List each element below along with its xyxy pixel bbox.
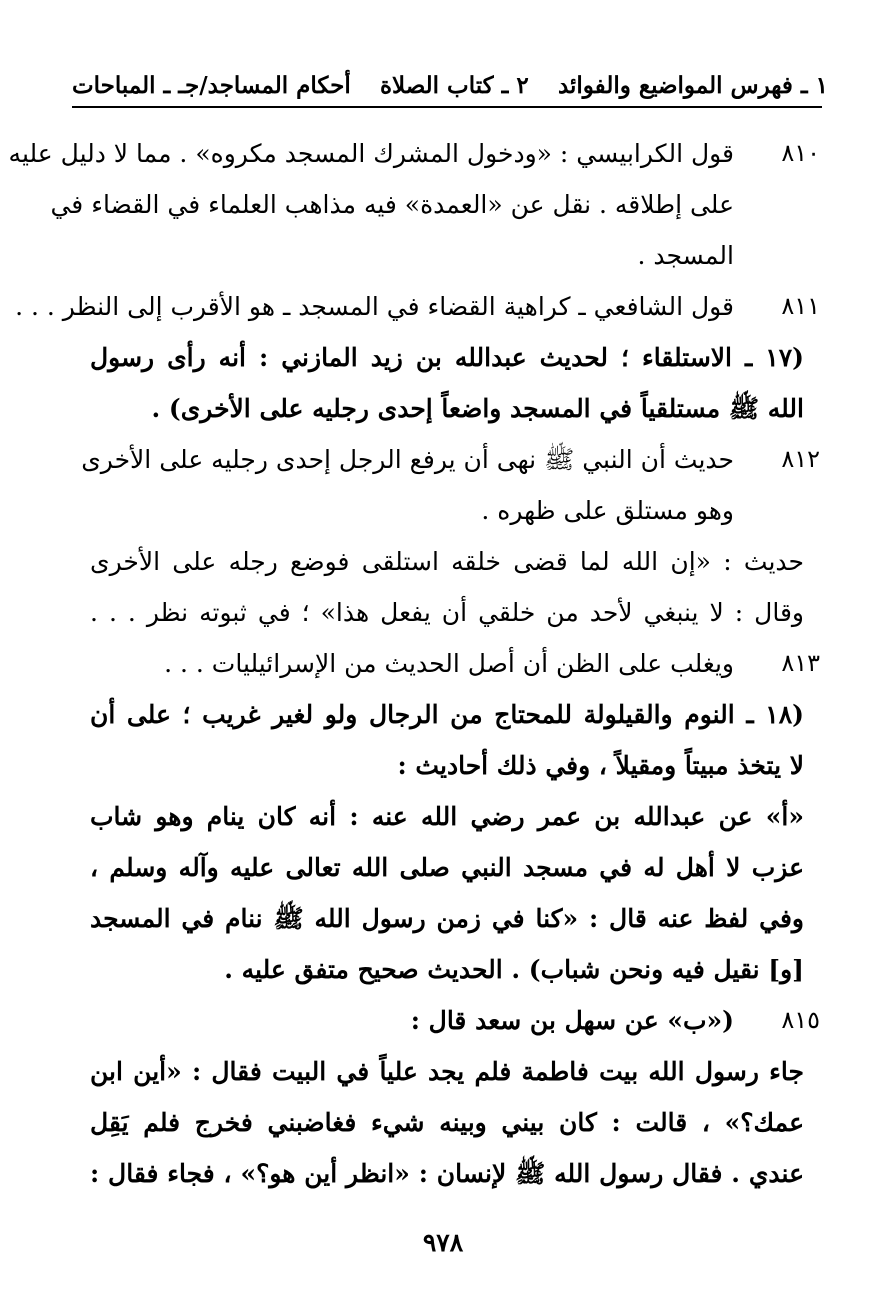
- line-text: وفي لفظ عنه قال : «كنا في زمن رسول الله ﷺ ننام في المسجد: [90, 904, 804, 933]
- line-text: جاء رسول الله بيت فاطمة فلم يجد علياً في البيت فقال : «أين ابن: [90, 1057, 804, 1086]
- page-number: ٩٧٨: [422, 1228, 464, 1257]
- text-line: [90, 893, 804, 944]
- text-line: [81, 434, 820, 485]
- header-chapter-title: أحكام المساجد/جـ ـ المباحات: [72, 71, 351, 99]
- text-line: [90, 1148, 804, 1199]
- line-text: (١٨ ـ النوم والقيلولة للمحتاج من الرجال ولو لغير غريب ؛ على أن: [90, 700, 804, 729]
- text-line: [8, 128, 820, 179]
- header-book-title: ٢ ـ كتاب الصلاة: [379, 71, 529, 99]
- line-text: «أ» عن عبدالله بن عمر رضي الله عنه : أنه كان ينام وهو شاب: [90, 802, 804, 831]
- text-line: [90, 1046, 804, 1097]
- text-line: [90, 791, 804, 842]
- text-line: [90, 995, 820, 1046]
- running-header: [72, 66, 828, 104]
- line-text: الله ﷺ مستلقياً في المسجد واضعاً إحدى رجليه على الأخرى) .: [151, 394, 804, 423]
- entry-page-number: ٨١٢: [781, 445, 820, 473]
- text-line: [15, 281, 820, 332]
- header-section-title: ١ ـ فهرس المواضيع والفوائد: [557, 71, 828, 99]
- line-text: (١٧ ـ الاستلقاء ؛ لحديث عبدالله بن زيد المازني : أنه رأى رسول: [90, 343, 804, 372]
- line-text: حديث : «إن الله لما قضى خلقه استلقى فوضع رجله على الأخرى: [90, 547, 804, 576]
- text-line: [90, 944, 804, 995]
- text-line: [90, 485, 804, 536]
- line-text: المسجد .: [637, 241, 734, 270]
- text-line: [90, 230, 804, 281]
- entry-page-number: ٨١٥: [781, 1006, 820, 1034]
- line-text: حديث أن النبي ﷺ نهى أن يرفع الرجل إحدى رجليه على الأخرى: [81, 445, 734, 474]
- text-line: [90, 332, 804, 383]
- line-text: وهو مستلق على ظهره .: [481, 496, 734, 525]
- text-line: [90, 383, 804, 434]
- line-text: عزب لا أهل له في مسجد النبي صلى الله تعالى عليه وآله وسلم ،: [90, 853, 804, 882]
- text-line: [90, 1097, 804, 1148]
- text-line: [90, 536, 804, 587]
- text-line: [90, 587, 804, 638]
- line-text: قول الشافعي ـ كراهية القضاء في المسجد ـ هو الأقرب إلى النظر . . .: [15, 292, 734, 321]
- line-text: [و] نقيل فيه ونحن شباب) . الحديث صحيح متفق عليه .: [224, 955, 804, 984]
- text-line: [50, 179, 804, 230]
- entry-page-number: ٨١٣: [781, 649, 820, 677]
- entry-page-number: ٨١١: [781, 292, 820, 320]
- line-text: عندي . فقال رسول الله ﷺ لإنسان : «انظر أين هو؟» ، فجاء فقال :: [90, 1159, 804, 1188]
- page-body: [8, 128, 820, 1199]
- line-text: عمك؟» ، قالت : كان بيني وبينه شيء فغاضبني فخرج فلم يَقِل: [90, 1108, 804, 1137]
- text-line: [90, 638, 820, 689]
- line-text: («ب» عن سهل بن سعد قال :: [410, 1006, 734, 1035]
- header-divider: [72, 106, 822, 108]
- line-text: على إطلاقه . نقل عن «العمدة» فيه مذاهب العلماء في القضاء في: [50, 190, 734, 219]
- line-text: وقال : لا ينبغي لأحد من خلقي أن يفعل هذا» ؛ في ثبوته نظر . . .: [90, 598, 804, 627]
- line-text: ويغلب على الظن أن أصل الحديث من الإسرائيليات . . .: [164, 649, 734, 678]
- text-line: [90, 689, 804, 740]
- line-text: قول الكرابيسي : «ودخول المشرك المسجد مكروه» . مما لا دليل عليه: [8, 139, 734, 168]
- text-line: [90, 740, 804, 791]
- line-text: لا يتخذ مبيتاً ومقيلاً ، وفي ذلك أحاديث :: [397, 751, 804, 780]
- entry-page-number: ٨١٠: [781, 139, 820, 167]
- text-line: [90, 842, 804, 893]
